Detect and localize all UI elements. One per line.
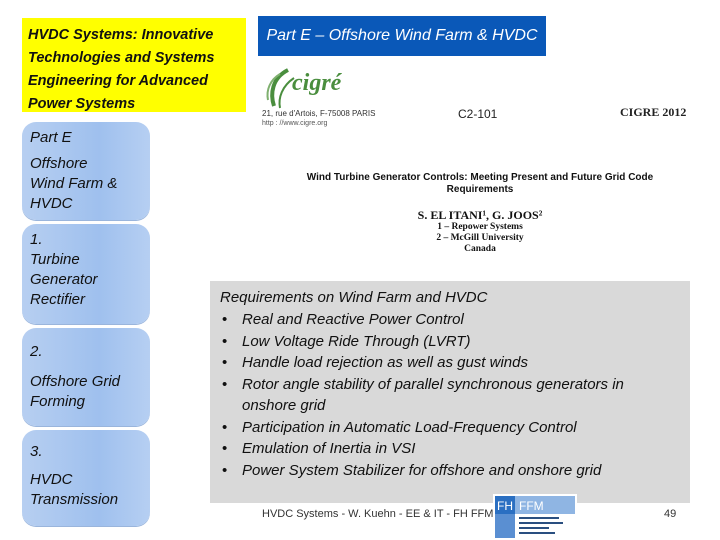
logo-fh-text: FH: [497, 499, 513, 513]
cigre-logo-text: cigré: [292, 70, 342, 96]
paper-code: C2-101: [458, 107, 498, 121]
paper-website: http : //www.cigre.org: [262, 120, 328, 127]
sidebar-item-turbine-generator-rectifier[interactable]: [22, 224, 150, 324]
author-names: S. EL ITANI¹, G. JOOS²: [417, 208, 543, 222]
sidebar-item-label: HVDC: [30, 195, 73, 212]
title-line: Power Systems: [28, 96, 136, 112]
sidebar-item-hvdc-transmission[interactable]: [22, 430, 150, 526]
sidebar-item-label: 3.: [30, 443, 43, 460]
sidebar-item-label: Part E: [30, 129, 72, 146]
list-item: • Rotor angle stability of parallel synchronous generators in onshore grid: [222, 375, 624, 414]
list-item: • Handle load rejection as well as gust winds: [222, 354, 528, 371]
paper-title-line: Requirements: [446, 184, 514, 195]
list-item: • Real and Reactive Power Control: [222, 311, 464, 328]
conference-label: CIGRE 2012: [620, 105, 687, 119]
sidebar-item-label: Wind Farm &: [30, 175, 118, 192]
affiliation: 1 – Repower Systems: [437, 222, 523, 232]
paper-address: 21, rue d'Artois, F-75008 PARIS: [262, 109, 376, 118]
list-item: • Emulation of Inertia in VSI: [222, 440, 416, 457]
sidebar-item-label: 1.: [30, 231, 43, 248]
paper-title-line: Wind Turbine Generator Controls: Meeting Present and Future Grid Code: [306, 172, 654, 183]
paper-title: [282, 172, 678, 196]
requirements-box: [210, 281, 690, 503]
sidebar-item-label: Generator: [30, 271, 98, 288]
affiliation: 2 – McGill University: [436, 233, 524, 243]
title-line: Technologies and Systems: [28, 50, 215, 66]
fh-ffm-logo-icon: [493, 494, 577, 540]
list-item: • Power System Stabilizer for offshore and onshore grid: [222, 461, 602, 479]
page-number: 49: [664, 508, 677, 520]
paper-authors: [395, 208, 565, 255]
sidebar-item-label: Transmission: [30, 491, 119, 508]
footer-text: HVDC Systems - W. Kuehn - EE & IT - FH FFM: [262, 508, 494, 520]
requirements-title: Requirements on Wind Farm and HVDC: [220, 289, 488, 306]
sidebar-item-label: Offshore: [30, 155, 88, 172]
requirements-list: [220, 309, 682, 481]
presentation-title: [22, 18, 246, 112]
list-item: • Low Voltage Ride Through (LVRT): [222, 332, 471, 350]
sidebar-item-part-e[interactable]: [22, 122, 150, 220]
title-line: Engineering for Advanced: [28, 73, 208, 89]
sidebar-item-offshore-grid-forming[interactable]: [22, 328, 150, 426]
sidebar-item-label: Forming: [30, 393, 86, 410]
logo-ffm-text: FFM: [519, 499, 544, 513]
section-header: Part E – Offshore Wind Farm & HVDC: [258, 16, 546, 56]
title-line: HVDC Systems: Innovative: [28, 27, 214, 43]
list-item: • Participation in Automatic Load-Frequency Control: [222, 418, 577, 436]
sidebar-item-label: Offshore Grid: [30, 373, 121, 390]
sidebar-item-label: 2.: [30, 343, 43, 360]
sidebar-item-label: HVDC: [30, 471, 73, 488]
affiliation: Canada: [464, 244, 496, 254]
sidebar-item-label: Rectifier: [30, 291, 86, 308]
sidebar-item-label: Turbine: [30, 251, 80, 268]
